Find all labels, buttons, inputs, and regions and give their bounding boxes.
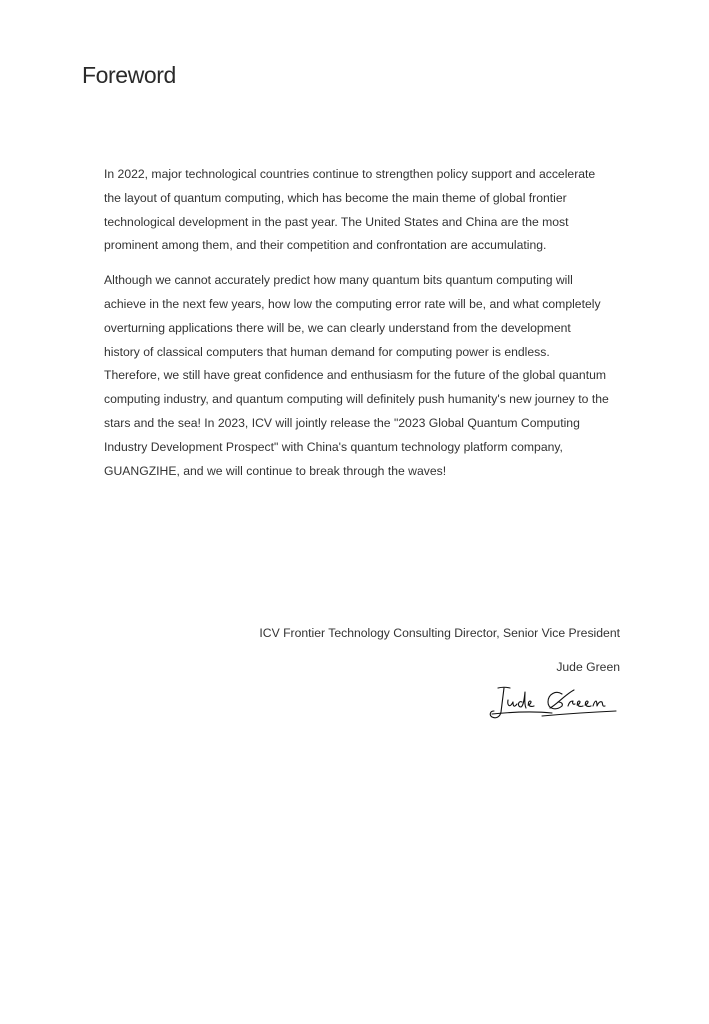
foreword-body [104,163,609,494]
author-role: ICV Frontier Technology Consulting Director, Senior Vice President [259,626,620,640]
paragraph-1: In 2022, major technological countries continue to strengthen policy support and accelerate the layout of quantum computing, which has become the main theme of global frontier technological development in the past year. The United States and China are the most prominent among them, and their competition and confrontation are accumulating. [104,167,596,253]
author-name: Jude Green [556,660,620,674]
page-title: Foreword [82,62,176,88]
handwritten-signature [484,684,624,722]
paragraph-2: Although we cannot accurately predict how many quantum bits quantum computing will achieve in the next few years, how low the computing error rate will be, and what completely overturning applications there will be, we can clearly understand from the development history of classical computers that human demand for computing power is endless. Therefore, we still have great confidence and enthusiasm for the future of the global quantum computing industry, and quantum computing will definitely push humanity's new journey to the stars and the sea! In 2023, ICV will jointly release the "2023 Global Quantum Computing Industry Development Prospect" with China's quantum technology platform company, GUANGZIHE, and we will continue to break through the waves! [104,273,609,478]
signoff-block [100,622,620,678]
